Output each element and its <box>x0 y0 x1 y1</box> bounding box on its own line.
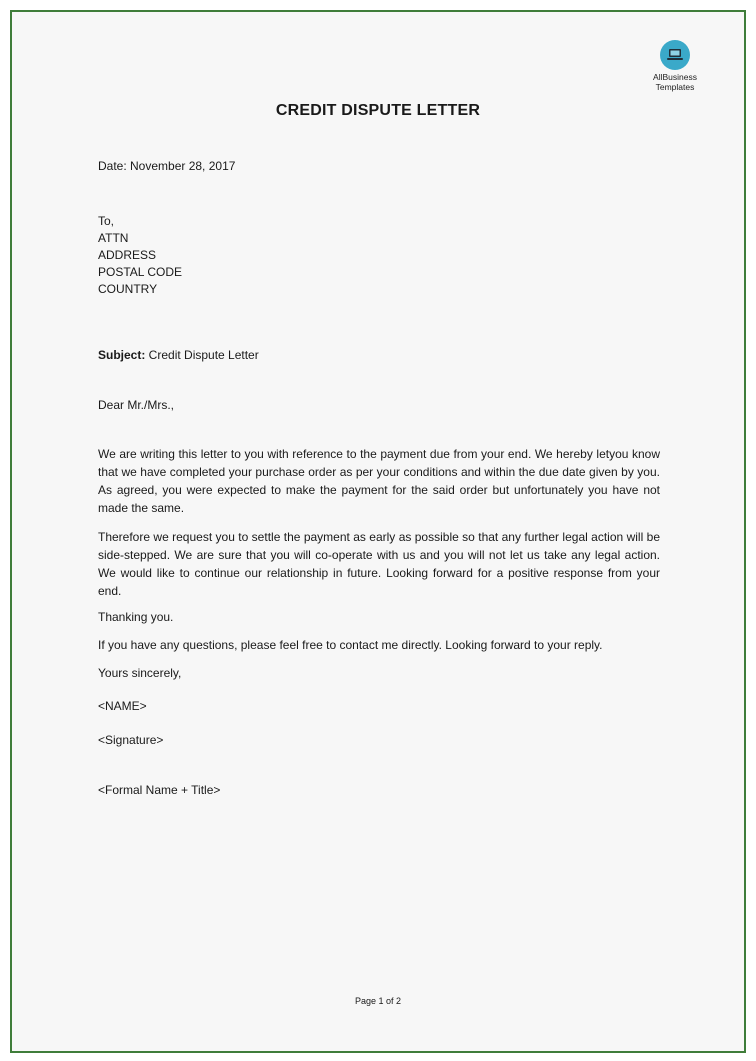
closing-text: Yours sincerely, <box>98 666 182 680</box>
formal-name-placeholder <box>98 782 660 799</box>
page-number: Page 1 of 2 <box>354 996 402 1006</box>
address-to: To, <box>98 214 115 228</box>
address-line: ADDRESS <box>98 248 157 262</box>
subject-text: Credit Dispute Letter <box>145 348 259 362</box>
date-line <box>98 158 660 175</box>
thanks-text: Thanking you. <box>98 610 174 624</box>
logo-badge <box>660 40 690 70</box>
formal-name-text: <Formal Name + Title> <box>98 783 221 797</box>
thanks-line <box>98 609 660 626</box>
logo-name-line2: Templates <box>655 82 695 92</box>
recipient-address <box>98 213 660 298</box>
logo-name-line1: AllBusiness <box>653 72 697 82</box>
closing-line <box>98 665 660 682</box>
subject-label: Subject: <box>98 348 146 362</box>
body-paragraph-1: We are writing this letter to you with reference to the payment due from your end. We hereby letyou know that we have completed your purchase order as per your conditions and within the due date given by you. As agreed, you were expected to make the payment for the said order but unfortunately you have not made the same. <box>98 447 660 515</box>
name-placeholder <box>98 698 660 715</box>
company-logo <box>640 40 710 92</box>
questions-text: If you have any questions, please feel free to contact me directly. Looking forward to your reply. <box>98 638 603 652</box>
body-paragraph-2: Therefore we request you to settle the payment as early as possible so that any further legal action will be side-stepped. We are sure that you will co-operate with us and you will not let us take any legal action. We would like to continue our relationship in future. Looking forward for a positive response from your end. <box>98 530 660 598</box>
questions-line <box>98 637 660 654</box>
document-title: CREDIT DISPUTE LETTER <box>275 102 481 119</box>
subject-line <box>98 347 660 364</box>
name-text: <NAME> <box>98 699 147 713</box>
address-attn: ATTN <box>98 231 129 245</box>
page-border <box>10 10 746 1053</box>
document-page <box>12 12 744 1051</box>
date-text: Date: November 28, 2017 <box>98 159 236 173</box>
salutation <box>98 397 660 414</box>
salutation-text: Dear Mr./Mrs., <box>98 398 175 412</box>
logo-text <box>640 72 710 92</box>
address-postal-code: POSTAL CODE <box>98 265 183 279</box>
signature-placeholder <box>98 732 660 749</box>
signature-text: <Signature> <box>98 733 164 747</box>
laptop-icon <box>666 48 684 62</box>
address-country: COUNTRY <box>98 282 158 296</box>
